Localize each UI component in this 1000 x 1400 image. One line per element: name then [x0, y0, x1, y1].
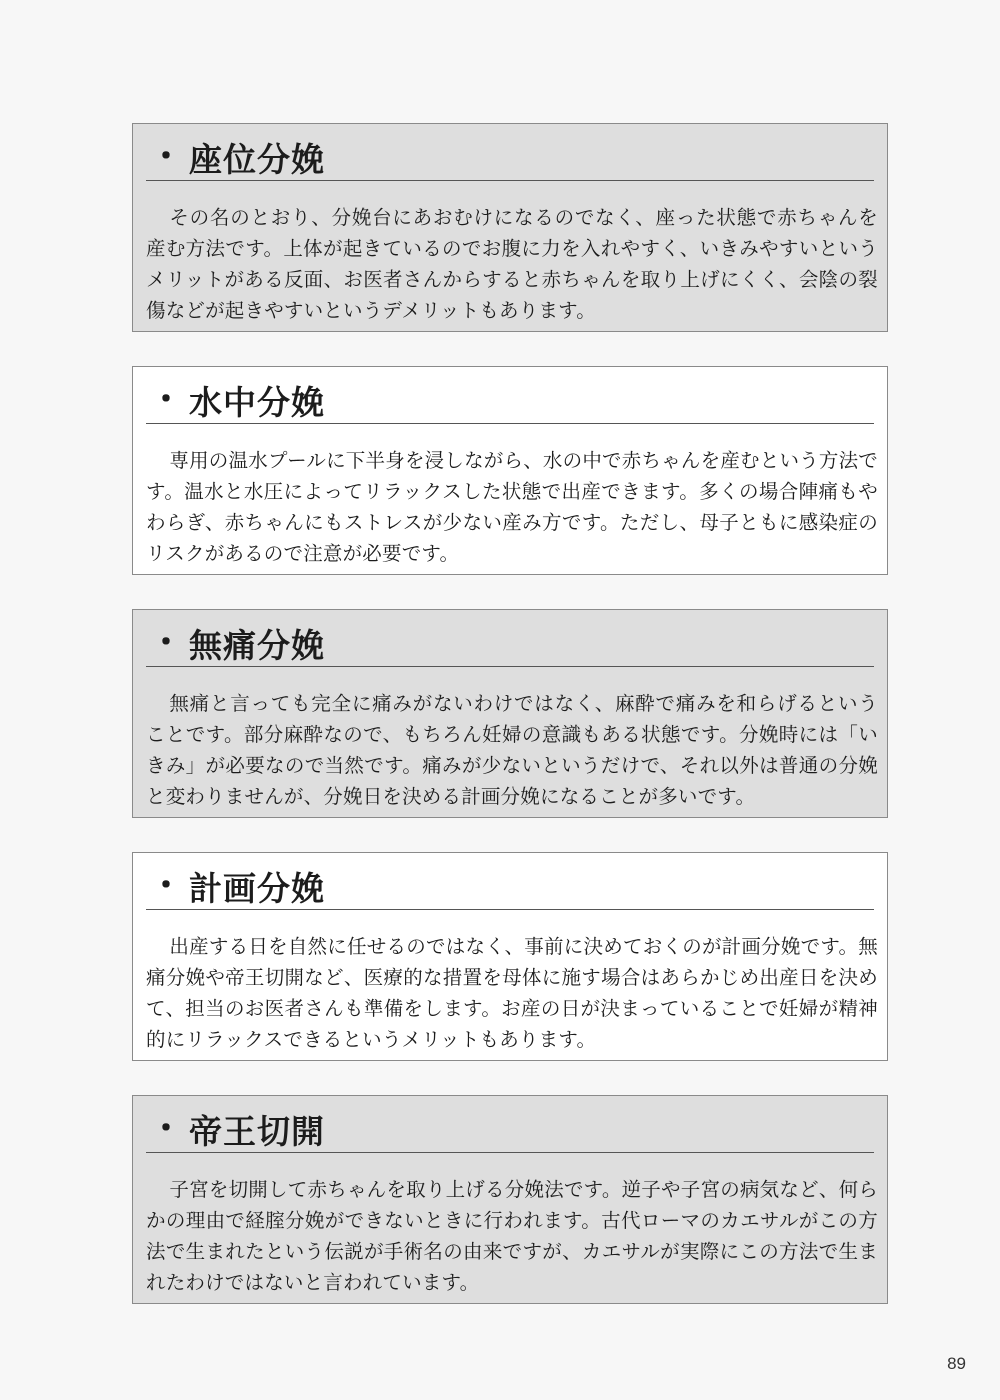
section-box-mutsu-bunben: [132, 609, 888, 818]
section-box-teiou-sekkai: [132, 1095, 888, 1304]
bullet-mark: ・: [149, 380, 183, 420]
section-box-zai-bunben: [132, 123, 888, 332]
section-heading: [146, 1096, 874, 1153]
section-title: 計画分娩: [189, 869, 325, 908]
section-title: 水中分娩: [189, 383, 325, 422]
section-heading: [146, 367, 874, 424]
section-box-suichu-bunben: [132, 366, 888, 575]
section-heading: [146, 853, 874, 910]
section-heading: [146, 610, 874, 667]
bullet-mark: ・: [149, 137, 183, 177]
bullet-mark: ・: [149, 623, 183, 663]
section-title: 帝王切開: [189, 1112, 325, 1151]
section-heading: [146, 124, 874, 181]
section-box-keikaku-bunben: [132, 852, 888, 1061]
section-title: 無痛分娩: [189, 626, 325, 665]
bullet-mark: ・: [149, 1109, 183, 1149]
section-body: 無痛と言っても完全に痛みがないわけではなく、麻酔で痛みを和らげるということです。部分麻酔なので、もちろん妊婦の意識もある状態です。分娩時には「いきみ」が必要なので当然です。痛みが少ないというだけで、それ以外は普通の分娩と変わりませんが、分娩日を決める計画分娩になることが多いです。: [146, 692, 878, 808]
page-number: 89: [947, 1354, 966, 1373]
section-body: 出産する日を自然に任せるのではなく、事前に決めておくのが計画分娩です。無痛分娩や帝王切開など、医療的な措置を母体に施す場合はあらかじめ出産日を決めて、担当のお医者さんも準備をします。お産の日が決まっていることで妊婦が精神的にリラックスできるというメリットもあります。: [146, 935, 878, 1051]
bullet-mark: ・: [149, 866, 183, 906]
section-body: 子宮を切開して赤ちゃんを取り上げる分娩法です。逆子や子宮の病気など、何らかの理由で経腟分娩ができないときに行われます。古代ローマのカエサルがこの方法で生まれたという伝説が手術名の由来ですが、カエサルが実際にこの方法で生まれたわけではないと言われています。: [146, 1178, 878, 1294]
section-body: 専用の温水プールに下半身を浸しながら、水の中で赤ちゃんを産むという方法です。温水と水圧によってリラックスした状態で出産できます。多くの場合陣痛もやわらぎ、赤ちゃんにもストレスが少ない産み方です。ただし、母子ともに感染症のリスクがあるので注意が必要です。: [146, 449, 878, 565]
section-title: 座位分娩: [189, 140, 325, 179]
section-body: その名のとおり、分娩台にあおむけになるのでなく、座った状態で赤ちゃんを産む方法です。上体が起きているのでお腹に力を入れやすく、いきみやすいというメリットがある反面、お医者さんからすると赤ちゃんを取り上げにくく、会陰の裂傷などが起きやすいというデメリットもあります。: [146, 206, 878, 322]
